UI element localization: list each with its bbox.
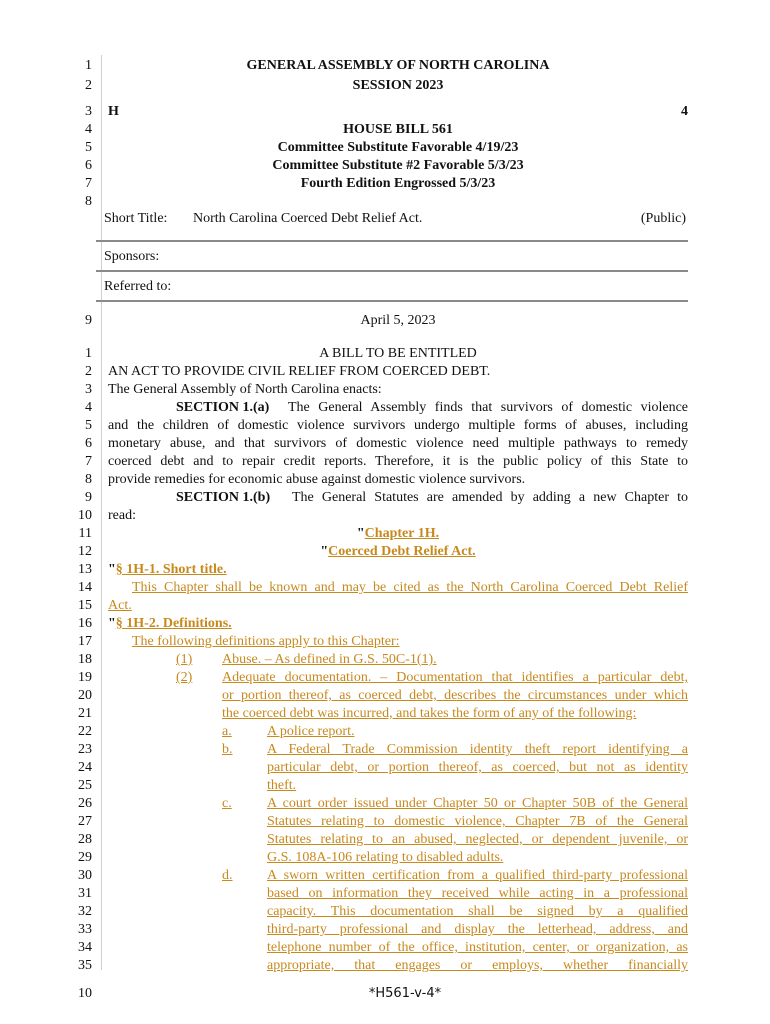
edition-status: Fourth Edition Engrossed 5/3/23 (300, 176, 496, 191)
line-number: 15 (78, 598, 92, 613)
line-number: 27 (78, 814, 92, 829)
line-number: 7 (85, 454, 92, 469)
body-line: provide remedies for economic abuse against domestic violence survivors. (108, 472, 526, 487)
inserted-text: Adequate documentation. – Documentation that identifies a particular debt, (222, 670, 688, 685)
section-1a-label (176, 399, 269, 417)
assembly-title: GENERAL ASSEMBLY OF NORTH CAROLINA (246, 58, 550, 73)
short-title-label: Short Title: (104, 211, 168, 226)
act-title: AN ACT TO PROVIDE CIVIL RELIEF FROM COERCED DEBT. (108, 364, 491, 379)
line-number: 14 (78, 580, 92, 595)
bill-heading: A BILL TO BE ENTITLED (319, 346, 477, 361)
line-number: 33 (78, 922, 92, 937)
line-number: 10 (78, 508, 92, 523)
line-number: 5 (85, 418, 92, 433)
inserted-text: A sworn written certification from a qualified third-party professional (267, 868, 688, 883)
inserted-text: Abuse. – As defined in G.S. 50C-1(1). (222, 652, 437, 667)
committee-substitute-2: Committee Substitute #2 Favorable 5/3/23 (272, 158, 524, 173)
inserted-text: This Chapter shall be known and may be cited as the North Carolina Coerced Debt Relief (132, 580, 688, 595)
inserted-text: Statutes relating to domestic violence, Chapter 7B of the General (267, 814, 688, 829)
line-number: 34 (78, 940, 92, 955)
divider (96, 270, 688, 272)
inserted-text: third-party professional and display the letterhead, address, and (267, 922, 688, 937)
inserted-text: theft. (267, 778, 297, 793)
body-line: coerced debt and to repair credit reports. Therefore, it is the public policy of this State to (108, 454, 688, 469)
line-number: 32 (78, 904, 92, 919)
chapter-title (108, 543, 688, 561)
line-number: 11 (78, 526, 92, 541)
line-number: 8 (85, 194, 92, 209)
inserted-text: particular debt, or portion thereof, as coerced, but not as identity (267, 760, 688, 775)
divider (96, 300, 688, 302)
line-number: 16 (78, 616, 92, 631)
line-number: 31 (78, 886, 92, 901)
line-number: 18 (78, 652, 92, 667)
filing-date: April 5, 2023 (360, 313, 436, 328)
margin-rule (101, 55, 102, 970)
line-number: 1 (85, 58, 92, 73)
subitem-letter: c. (222, 796, 232, 811)
body-line: and the children of domestic violence survivors undergo multiple forms of abuses, including (108, 418, 688, 433)
inserted-text: § 1H-2. Definitions. (115, 616, 232, 631)
inserted-text: the coerced debt was incurred, and takes the form of any of the following: (222, 706, 637, 721)
line-number: 1 (85, 346, 92, 361)
inserted-text: based on information they received while acting in a professional (267, 886, 688, 901)
line-number: 2 (85, 364, 92, 379)
bill-number: HOUSE BILL 561 (343, 122, 453, 137)
committee-substitute-1: Committee Substitute Favorable 4/19/23 (277, 140, 519, 155)
session-title: SESSION 2023 (352, 78, 444, 93)
line-number: 2 (85, 78, 92, 93)
line-number: 35 (78, 958, 92, 973)
page-number: 10 (78, 986, 92, 1001)
chapter-number (108, 525, 688, 543)
line-number: 3 (85, 104, 92, 119)
line-number: 26 (78, 796, 92, 811)
inserted-text: capacity. This documentation shall be signed by a qualified (267, 904, 688, 919)
divider (96, 240, 688, 242)
edition-number: 4 (681, 104, 688, 119)
section-label: SECTION 1.(b) (176, 490, 271, 505)
line-number: 9 (85, 313, 92, 328)
line-number: 13 (78, 562, 92, 577)
line-number: 23 (78, 742, 92, 757)
short-title: North Carolina Coerced Debt Relief Act. (193, 211, 423, 226)
line-number: 20 (78, 688, 92, 703)
line-number: 6 (85, 158, 92, 173)
body-line: read: (108, 508, 136, 523)
line-number: 6 (85, 436, 92, 451)
line-number: 8 (85, 472, 92, 487)
line-number: 9 (85, 490, 92, 505)
line-number: 21 (78, 706, 92, 721)
open-quote: " (356, 526, 365, 541)
subitem-letter: b. (222, 742, 233, 757)
line-number: 3 (85, 382, 92, 397)
inserted-text: The following definitions apply to this Chapter: (132, 634, 400, 649)
body-line: monetary abuse, and that survivors of domestic violence need multiple pathways to remedy (108, 436, 688, 451)
item-number: (2) (176, 670, 193, 685)
open-quote: " (108, 562, 116, 577)
inserted-text: § 1H-1. Short title. (115, 562, 227, 577)
inserted-text: A police report. (267, 724, 355, 739)
line-number: 22 (78, 724, 92, 739)
inserted-text: or portion thereof, as coerced debt, describes the circumstances under which (222, 688, 688, 703)
body-line: The General Statutes are amended by adding a new Chapter to (292, 490, 688, 505)
inserted-text: A court order issued under Chapter 50 or Chapter 50B of the General (267, 796, 688, 811)
line-number: 19 (78, 670, 92, 685)
section-heading (108, 561, 227, 579)
inserted-text: telephone number of the office, institution, center, or organization, as (267, 940, 688, 955)
section-heading (108, 615, 232, 633)
subitem-letter: d. (222, 868, 233, 883)
open-quote: " (108, 616, 116, 631)
inserted-text: Chapter 1H. (364, 526, 440, 541)
line-number: 5 (85, 140, 92, 155)
sponsors-label: Sponsors: (104, 249, 160, 264)
inserted-text: appropriate, that engages or employs, whether financially (267, 958, 688, 973)
public-label: (Public) (640, 211, 686, 226)
subitem-letter: a. (222, 724, 232, 739)
line-number: 4 (85, 400, 92, 415)
line-number: 30 (78, 868, 92, 883)
enacting-clause: The General Assembly of North Carolina enacts: (108, 382, 382, 397)
chamber-code: H (108, 104, 119, 119)
line-number: 29 (78, 850, 92, 865)
referred-label: Referred to: (104, 279, 172, 294)
line-number: 12 (78, 544, 92, 559)
inserted-text: G.S. 108A-106 relating to disabled adults. (267, 850, 504, 865)
inserted-text: Coerced Debt Relief Act. (328, 544, 476, 559)
line-number: 7 (85, 176, 92, 191)
line-number: 28 (78, 832, 92, 847)
inserted-text: Statutes relating to an abused, neglected, or dependent juvenile, or (267, 832, 688, 847)
item-number: (1) (176, 652, 193, 667)
section-1b-label (176, 489, 270, 507)
line-number: 24 (78, 760, 92, 775)
section-label: SECTION 1.(a) (176, 400, 270, 415)
document-id: *H561-v-4* (368, 986, 442, 1001)
body-line: The General Assembly finds that survivors of domestic violence (288, 400, 688, 415)
line-number: 4 (85, 122, 92, 137)
line-number: 25 (78, 778, 92, 793)
inserted-text: Act. (108, 598, 132, 613)
line-number: 17 (78, 634, 92, 649)
open-quote: " (320, 544, 329, 559)
inserted-text: A Federal Trade Commission identity theft report identifying a (267, 742, 688, 757)
